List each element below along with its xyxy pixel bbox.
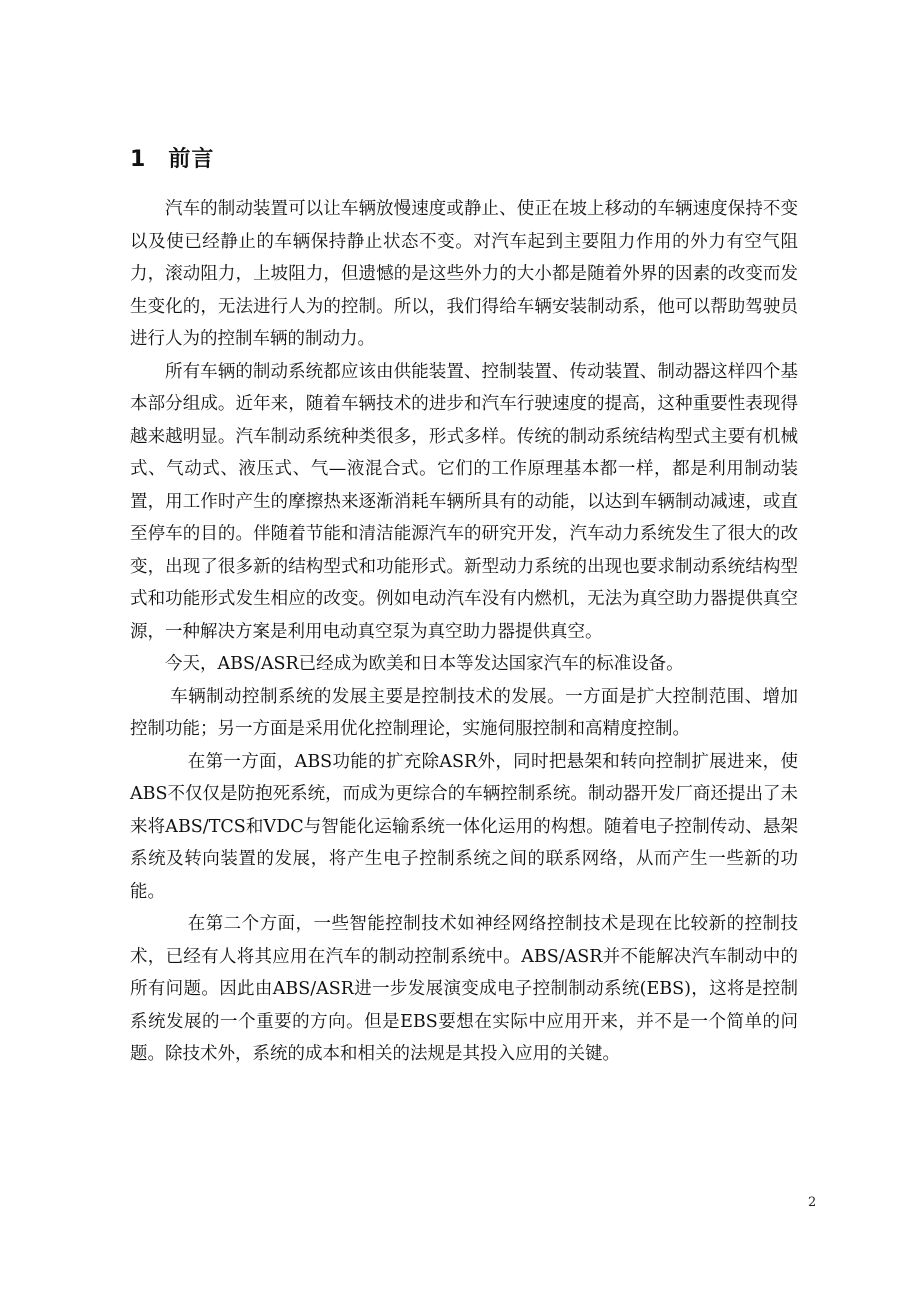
section-title: 前言 <box>168 147 215 172</box>
paragraph-4: 车辆制动控制系统的发展主要是控制技术的发展。一方面是扩大控制范围、增加控制功能；另一方面是采用优化控制理论，实施伺服控制和高精度控制。 <box>130 686 798 739</box>
paragraph-3: 今天，ABS/ASR已经成为欧美和日本等发达国家汽车的标准设备。 <box>165 654 684 674</box>
section-number: 1 <box>130 147 147 172</box>
page-number: 2 <box>808 1195 817 1210</box>
paragraph-2: 所有车辆的制动系统都应该由供能装置、控制装置、传动装置、制动器这样四个基本部分组成。近年来，随着车辆技术的进步和汽车行驶速度的提高，这种重要性表现得越来越明显。汽车制动系统种类很多，形式多样。传统的制动系统结构型式主要有机械式、气动式、液压式、气—液混合式。它们的工作原理基本都一样，都是利用制动装置，用工作时产生的摩擦热来逐渐消耗车辆所具有的动能，以达到车辆制动减速，或直至停车的目的。伴随着节能和清洁能源汽车的研究开发，汽车动力系统发生了很大的改变，出现了很多新的结构型式和功能形式。新型动力系统的出现也要求制动系统结构型式和功能形式发生相应的改变。例如电动汽车没有内燃机，无法为真空助力器提供真空源，一种解决方案是利用电动真空泵为真空助力器提供真空。 <box>130 361 798 642</box>
body-text <box>130 193 798 1071</box>
section-heading <box>130 142 214 173</box>
paragraph-6: 在第二个方面，一些智能控制技术如神经网络控制技术是现在比较新的控制技术，已经有人将其应用在汽车的制动控制系统中。ABS/ASR并不能解决汽车制动中的所有问题。因此由ABS/ASR进一步发展演变成电子控制制动系统(EBS)，这将是控制系统发展的一个重要的方向。但是EBS要想在实际中应用开来，并不是一个简单的问题。除技术外，系统的成本和相关的法规是其投入应用的关键。 <box>130 914 798 1064</box>
paragraph-1: 汽车的制动装置可以让车辆放慢速度或静止、使正在坡上移动的车辆速度保持不变以及使已经静止的车辆保持静止状态不变。对汽车起到主要阻力作用的外力有空气阻力，滚动阻力，上坡阻力，但遗憾的是这些外力的大小都是随着外界的因素的改变而发生变化的，无法进行人为的控制。所以，我们得给车辆安装制动系，他可以帮助驾驶员进行人为的控制车辆的制动力。 <box>130 199 798 349</box>
paragraph-5: 在第一方面，ABS功能的扩充除ASR外，同时把悬架和转向控制扩展进来，使ABS不仅仅是防抱死系统，而成为更综合的车辆控制系统。制动器开发厂商还提出了未来将ABS/TCS和VDC与智能化运输系统一体化运用的构想。随着电子控制传动、悬架系统及转向装置的发展，将产生电子控制系统之间的联系网络，从而产生一些新的功能。 <box>130 751 798 902</box>
